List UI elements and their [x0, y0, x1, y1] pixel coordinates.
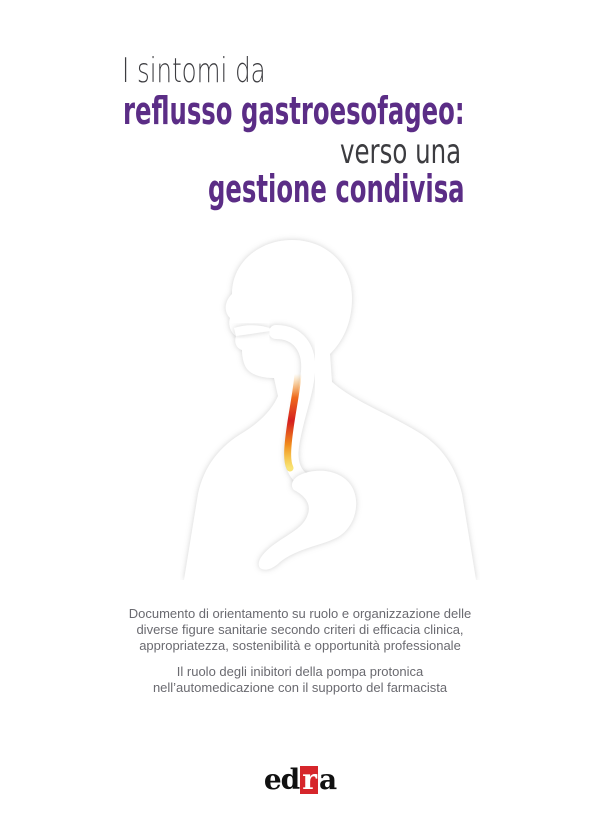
subtitle-paragraph-2: Il ruolo degli inibitori della pompa protonica nell’automedicazione con il supporto del farmacista [152, 664, 448, 695]
logo-text-part-2: r [302, 763, 316, 796]
silhouette-illustration [180, 232, 480, 580]
title-line-2: reflusso gastroesofageo: [123, 89, 465, 133]
logo-text-part-1: ed [263, 763, 300, 796]
title-line-1: I sintomi da [122, 51, 266, 91]
cover-title [0, 0, 600, 220]
publisher-logo [263, 764, 337, 794]
subtitle-block [60, 606, 540, 706]
logo-text-part-3: a [319, 763, 337, 796]
title-line-4: gestione condivisa [208, 167, 465, 211]
title-line-3: verso una [340, 132, 462, 172]
subtitle-paragraph-1: Documento di orientamento su ruolo e organizzazione delle diverse figure sanitarie secondo criteri di efficacia clinica, appropriatezza, sostenibilità e opportunità professionale [128, 606, 472, 653]
human-silhouette-digestive-icon [180, 232, 480, 580]
